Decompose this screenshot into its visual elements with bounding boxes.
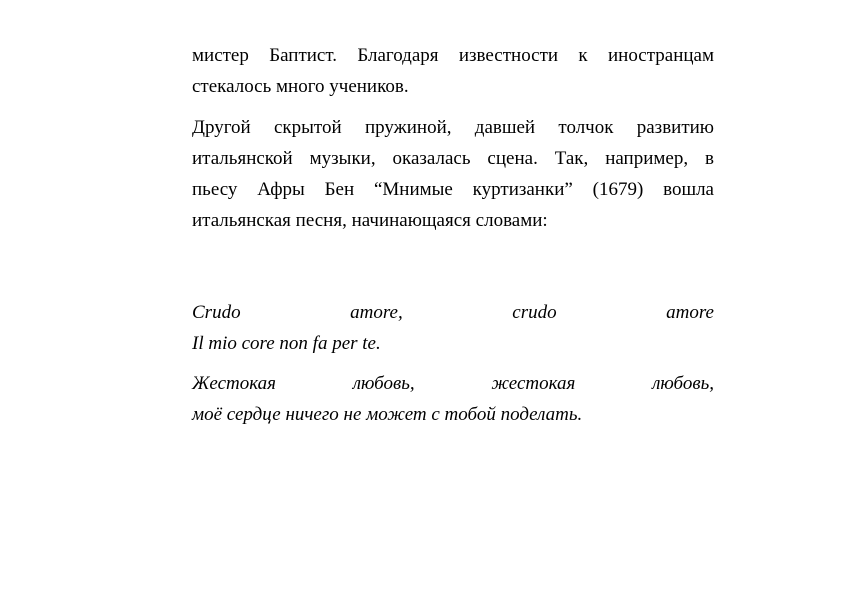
paragraph-line: Другой скрытой пружиной, давшей толчок развитию [192,117,714,138]
paragraph-line: мистер Баптист. Благодаря известности к иностранцам [192,45,714,66]
paragraph-line: пьесу Афры Бен “Мнимые куртизанки” (1679) вошла [192,179,714,200]
verse-line: Crudo amore, crudo amore [192,302,714,323]
italian-verse [192,297,714,359]
paragraph-line: итальянская песня, начинающаяся словами: [192,210,548,231]
paragraph-2 [192,112,714,236]
paragraph-line: итальянской музыки, оказалась сцена. Так, например, в [192,148,714,169]
russian-translation [192,368,714,430]
paragraph-1 [192,40,714,102]
verse-line: моё сердце ничего не может с тобой поделать. [192,404,583,425]
paragraph-line: стекалось много учеников. [192,76,409,97]
verse-line: Жестокая любовь, жестокая любовь, [192,373,714,394]
verse-line: Il mio core non fa per te. [192,333,381,354]
